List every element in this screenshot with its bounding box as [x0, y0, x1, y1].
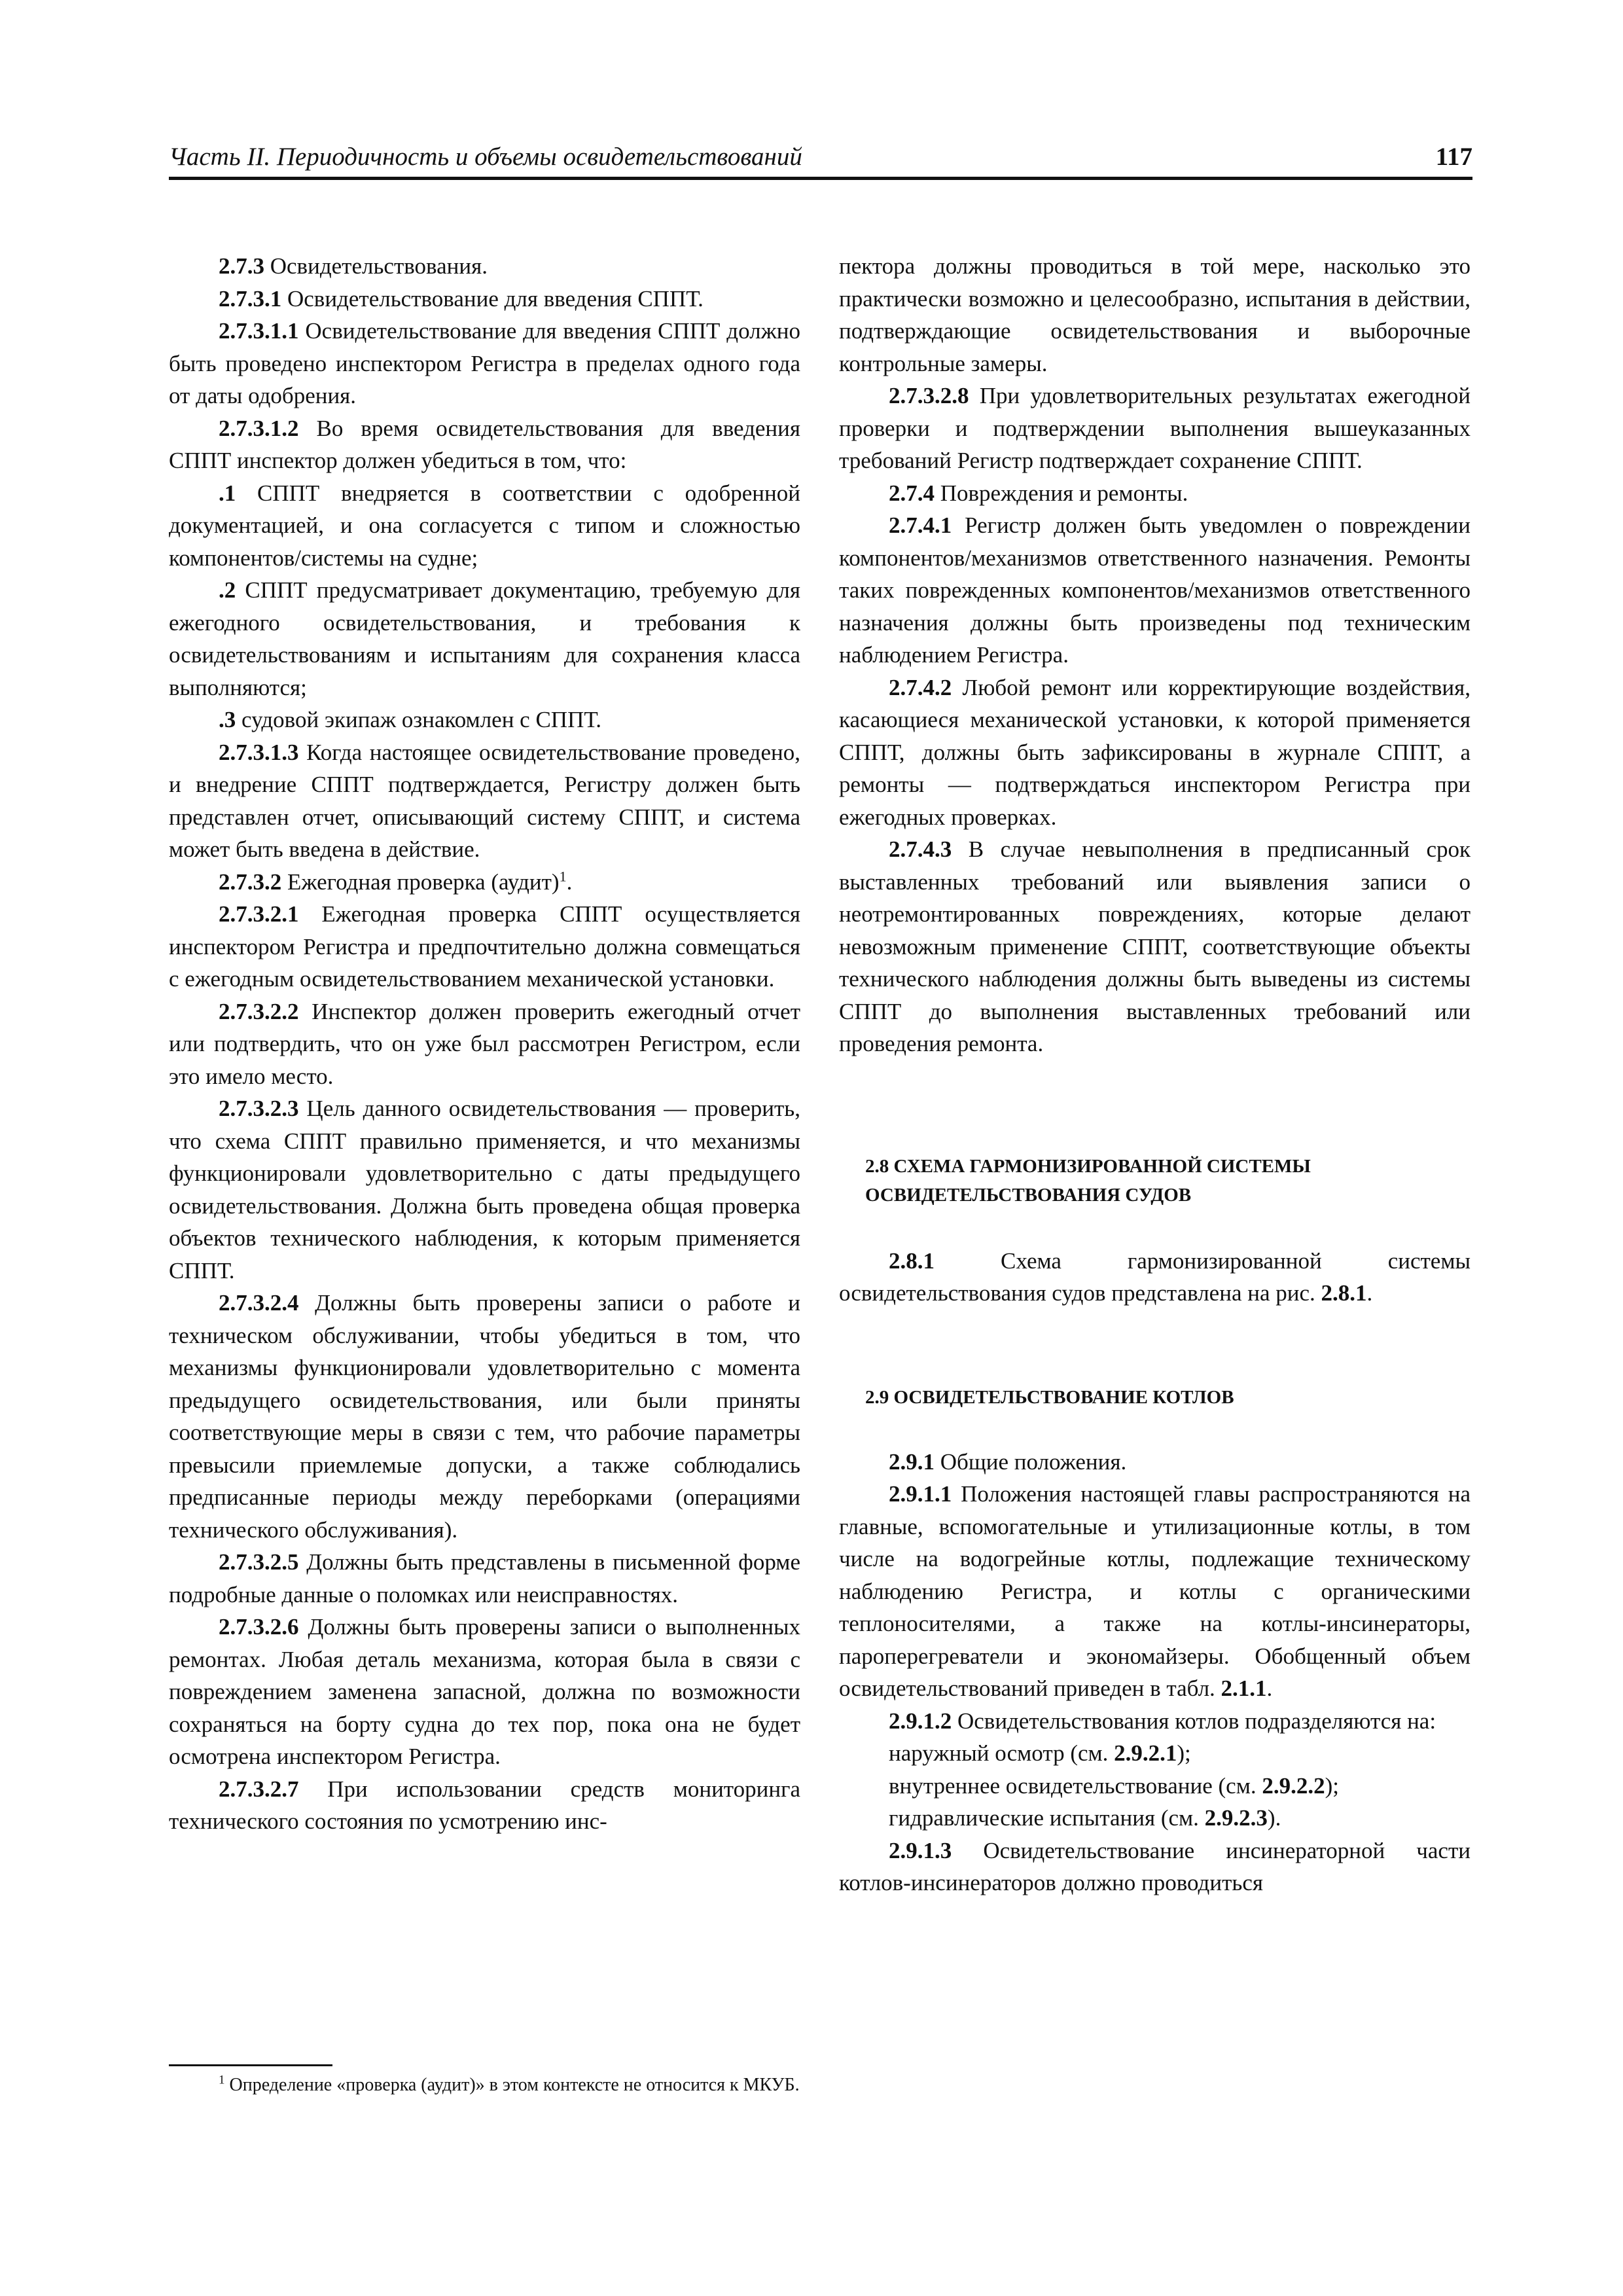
- paragraph: [839, 1705, 1471, 1738]
- footnote-separator: [169, 2064, 332, 2066]
- clause-number: 2.7.3.2.2: [219, 998, 299, 1024]
- paragraph: [169, 250, 800, 283]
- paragraph-text: Освидетельствование инсинераторной части котлов-инсинераторов должно проводиться: [839, 1837, 1471, 1895]
- paragraph-text: СППТ предусматривает документацию, требуемую для ежегодного освидетельствования, и требования к освидетельствованиям и испытаниям для сохранения класса выполняются;: [169, 577, 800, 700]
- paragraph-text: Освидетельствования.: [264, 253, 488, 279]
- paragraph: [169, 283, 800, 315]
- page-header: [169, 136, 1472, 180]
- paragraph-text: Регистр должен быть уведомлен о повреждении компонентов/механизмов ответственного назначения. Ремонты таких поврежденных компонентов/механизмов ответственного назначения должны быть произведены под техническим наблюдением Регистра.: [839, 512, 1471, 668]
- item-number: .3: [219, 707, 236, 732]
- clause-number: 2.7.3.2.6: [219, 1614, 299, 1640]
- right-column: [839, 250, 1471, 1899]
- paragraph: [839, 1245, 1471, 1310]
- list-item-end: ).: [1267, 1805, 1281, 1831]
- clause-number: 2.9.1.2: [889, 1708, 952, 1734]
- clause-number: 2.9.1.3: [889, 1837, 952, 1863]
- paragraph-text: В случае невыполнения в предписанный срок выставленных требований или выявления записи о неотремонтированных повреждениях, которые делают невозможным применение СППТ, соответствующие объекты технического наблюдения должны быть выведены из системы СППТ до выполнения выставленных требований или проведения ремонта.: [839, 836, 1471, 1056]
- running-title: Часть II. Периодичность и объемы освидетельствований: [169, 143, 802, 171]
- paragraph-text: Любой ремонт или корректирующие воздействия, касающиеся механической установки, к которой применяется СППТ, должны быть зафиксированы в журнале СППТ, а ремонты — подтверждаться инспектором Регистра при ежегодных проверках.: [839, 674, 1471, 830]
- clause-number: 2.9.1: [889, 1448, 935, 1475]
- footnote: [169, 2073, 800, 2097]
- paragraph-text: Повреждения и ремонты.: [935, 480, 1188, 506]
- list-item-text: гидравлические испытания (см.: [889, 1805, 1205, 1831]
- paragraph-text: Освидетельствование для введения СППТ должно быть проведено инспектором Регистра в пределах одного года от даты одобрения.: [169, 318, 800, 408]
- clause-reference: 2.9.2.2: [1262, 1772, 1325, 1799]
- footnote-marker: 1: [559, 867, 567, 884]
- paragraph: [169, 1287, 800, 1546]
- clause-number: 2.7.4.1: [889, 512, 952, 538]
- paragraph-continuation: пектора должны проводиться в той мере, насколько это практически возможно и целесообразно, испытания в действии, подтверждающие освидетельствования и выборочные контрольные замеры.: [839, 253, 1471, 376]
- clause-number: 2.7.3.2.7: [219, 1776, 299, 1802]
- paragraph-text: Схема гармонизированной системы освидетельствования судов представлена на рис.: [839, 1247, 1471, 1306]
- clause-number: 2.7.3.2: [219, 869, 282, 895]
- paragraph-text: Общие положения.: [935, 1448, 1127, 1475]
- clause-number: 2.7.3: [219, 253, 264, 279]
- paragraph: [839, 1478, 1471, 1705]
- item-number: .1: [219, 480, 236, 506]
- paragraph-text-end: .: [1366, 1280, 1373, 1306]
- item-number: .2: [219, 577, 236, 603]
- paragraph: [169, 412, 800, 477]
- paragraph: [839, 1835, 1471, 1899]
- paragraph: [169, 1773, 800, 1838]
- clause-number: 2.7.3.2.8: [889, 383, 969, 408]
- paragraph-text: При использовании средств мониторинга технического состояния по усмотрению инс-: [169, 1776, 800, 1834]
- list-item-text: внутреннее освидетельствование (см.: [889, 1772, 1262, 1799]
- paragraph: [839, 380, 1471, 477]
- paragraph: [169, 866, 800, 899]
- paragraph: [169, 1611, 800, 1773]
- clause-number: 2.7.4.2: [889, 674, 952, 700]
- section-heading-2-8: [839, 1152, 1471, 1210]
- paragraph-text: При удовлетворительных результатах ежегодной проверки и подтверждении выполнения вышеуказанных требований Регистр подтверждает сохранение СППТ.: [839, 383, 1471, 473]
- paragraph: [839, 509, 1471, 672]
- paragraph-text: Должны быть проверены записи о выполненных ремонтах. Любая деталь механизма, которая была в связи с повреждением заменена запасной, должна по возможности сохраняться на борту судна до тех пор, пока она не будет осмотрена инспектором Регистра.: [169, 1614, 800, 1769]
- paragraph: [169, 1092, 800, 1287]
- clause-number: 2.7.4.3: [889, 836, 952, 862]
- clause-number: 2.7.3.1.1: [219, 318, 299, 344]
- list-paragraph: [169, 704, 800, 736]
- footnote-text: Определение «проверка (аудит)» в этом контексте не относится к МКУБ.: [224, 2075, 800, 2095]
- paragraph: [169, 736, 800, 866]
- list-item-text: наружный осмотр (см.: [889, 1740, 1115, 1766]
- section-heading-line: 2.8 СХЕМА ГАРМОНИЗИРОВАННОЙ СИСТЕМЫ: [865, 1155, 1311, 1177]
- clause-number: 2.9.1.1: [889, 1481, 952, 1507]
- list-item: [839, 1802, 1471, 1835]
- paragraph: [169, 996, 800, 1093]
- clause-reference: 2.9.2.1: [1114, 1740, 1177, 1766]
- paragraph-text-end: .: [566, 869, 573, 895]
- left-column: [169, 250, 800, 1838]
- paragraph: [839, 477, 1471, 510]
- list-paragraph: [169, 477, 800, 575]
- paragraph-text: Освидетельствование для введения СППТ.: [281, 285, 704, 312]
- clause-number: 2.7.3.2.3: [219, 1096, 299, 1121]
- list-item-end: );: [1177, 1740, 1191, 1766]
- paragraph-text: судовой экипаж ознакомлен с СППТ.: [236, 707, 601, 732]
- paragraph-text: Во время освидетельствования для введения СППТ инспектор должен убедиться в том, что:: [169, 415, 800, 473]
- paragraph: [839, 672, 1471, 834]
- clause-number: 2.7.4: [889, 480, 935, 506]
- paragraph-text: Ежегодная проверка (аудит): [281, 869, 560, 895]
- clause-number: 2.7.3.1.3: [219, 739, 299, 765]
- paragraph: [169, 315, 800, 412]
- clause-number: 2.7.3.1.2: [219, 415, 299, 441]
- clause-number: 2.7.3.2.1: [219, 901, 299, 927]
- clause-number: 2.7.3.1: [219, 285, 282, 312]
- list-item-end: );: [1325, 1772, 1339, 1799]
- paragraph-text: Должны быть представлены в письменной форме подробные данные о поломках или неисправностях.: [169, 1549, 800, 1607]
- paragraph-text: Инспектор должен проверить ежегодный отчет или подтвердить, что он уже был рассмотрен Регистром, если это имело место.: [169, 998, 800, 1089]
- section-heading-2-9: 2.9 ОСВИДЕТЕЛЬСТВОВАНИЕ КОТЛОВ: [865, 1386, 1234, 1408]
- paragraph: [169, 898, 800, 996]
- paragraph-text-end: .: [1266, 1676, 1273, 1701]
- paragraph-text: Когда настоящее освидетельствование проведено, и внедрение СППТ подтверждается, Регистру должен быть представлен отчет, описывающий систему СППТ, и система может быть введена в действие.: [169, 739, 800, 862]
- list-item: [839, 1737, 1471, 1770]
- paragraph-text: Ежегодная проверка СППТ осуществляется инспектором Регистра и предпочтительно должна совмещаться с ежегодным освидетельствованием механической установки.: [169, 901, 800, 992]
- clause-reference: 2.9.2.3: [1204, 1805, 1268, 1831]
- list-item: [839, 1770, 1471, 1803]
- paragraph: [839, 833, 1471, 1060]
- figure-reference: 2.8.1: [1321, 1280, 1367, 1306]
- paragraph: [169, 1546, 800, 1611]
- section-heading-line: ОСВИДЕТЕЛЬСТВОВАНИЯ СУДОВ: [865, 1184, 1192, 1206]
- paragraph-text: Освидетельствования котлов подразделяются на:: [952, 1708, 1436, 1734]
- paragraph-text: Должны быть проверены записи о работе и техническом обслуживании, чтобы убедиться в том, что механизмы функционировали удовлетворительно с момента предыдущего освидетельствования, или были приняты соответствующие меры в связи с тем, что рабочие параметры превысили приемлемые допуски, а также соблюдались предписанные периоды между переборками (операциями технического обслуживания).: [169, 1290, 800, 1543]
- page-number: 117: [1435, 143, 1472, 171]
- footnote-number: 1: [219, 2073, 225, 2087]
- paragraph-text: СППТ внедряется в соответствии с одобренной документацией, и она согласуется с типом и сложностью компонентов/системы на судне;: [169, 480, 800, 571]
- table-reference: 2.1.1: [1221, 1676, 1267, 1701]
- list-paragraph: [169, 574, 800, 704]
- paragraph: [839, 1446, 1471, 1479]
- clause-number: 2.8.1: [889, 1247, 935, 1274]
- clause-number: 2.7.3.2.5: [219, 1549, 299, 1575]
- clause-number: 2.7.3.2.4: [219, 1290, 299, 1316]
- paragraph-text: Цель данного освидетельствования — проверить, что схема СППТ правильно применяется, и что механизмы функционировали удовлетворительно с даты предыдущего освидетельствования. Должна быть проведена общая проверка объектов технического наблюдения, к которым применяется СППТ.: [169, 1096, 800, 1283]
- paragraph-text: Положения настоящей главы распространяются на главные, вспомогательные и утилизационные котлы, в том числе на водогрейные котлы, подлежащие техническому наблюдению Регистра, и котлы с органическими теплоносителями, а также на котлы-инсинераторы, пароперегреватели и экономайзеры. Обобщенный объем освидетельствований приведен в табл.: [839, 1481, 1471, 1701]
